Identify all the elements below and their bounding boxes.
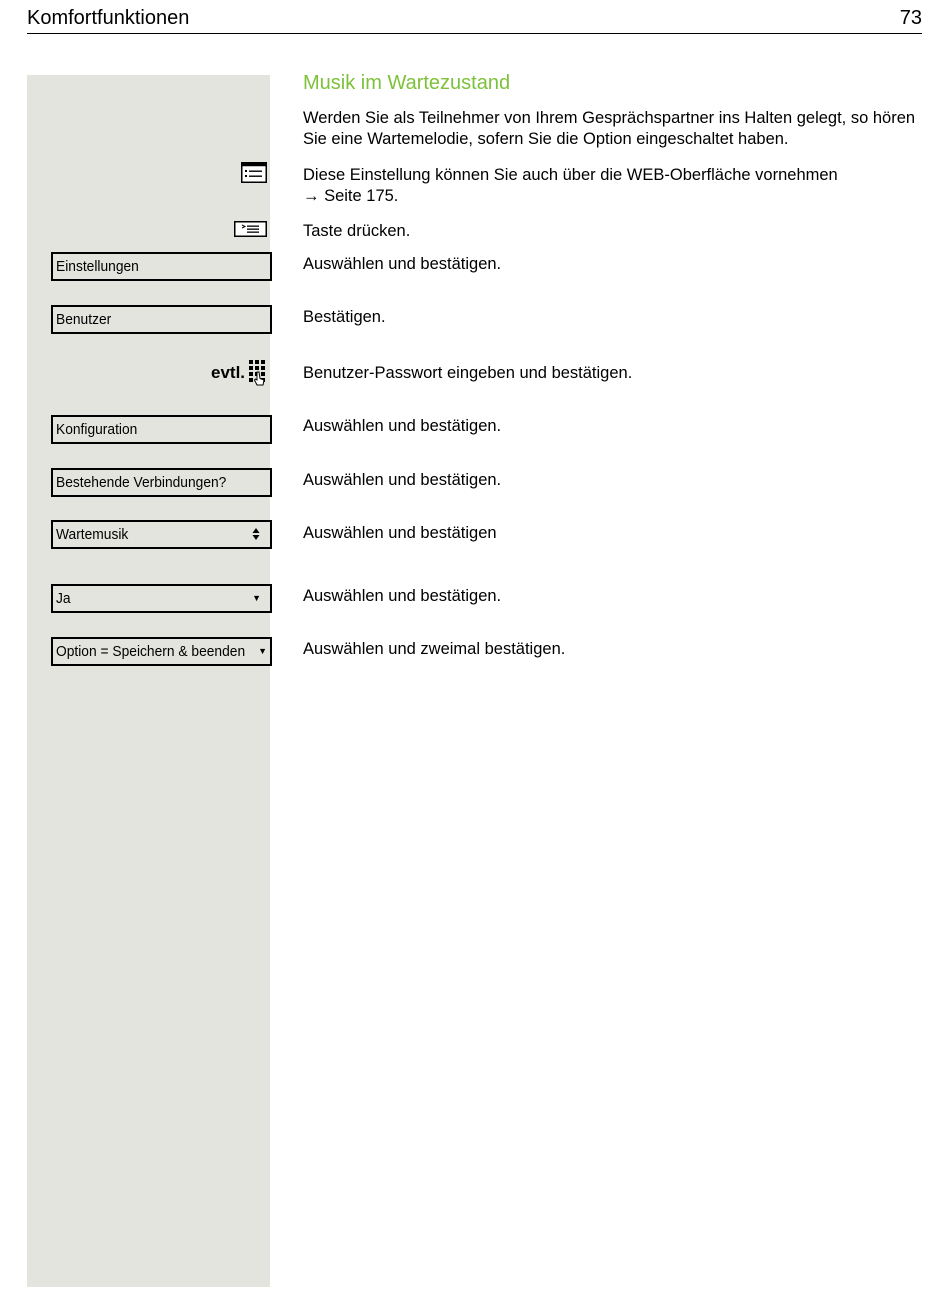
menu-benutzer[interactable] bbox=[51, 305, 272, 334]
step-verbindungen-text: Auswählen und bestätigen. bbox=[303, 471, 502, 489]
menu-bestehende-verbindungen[interactable] bbox=[51, 468, 272, 497]
web-note-link[interactable]: → Seite 175. bbox=[303, 187, 399, 205]
step-benutzer-text: Bestätigen. bbox=[303, 308, 386, 326]
menu-einstellungen[interactable] bbox=[51, 252, 272, 281]
menu-label: Einstellungen bbox=[56, 258, 139, 275]
menu-ja[interactable] bbox=[51, 584, 272, 613]
evtl-label: evtl. bbox=[211, 363, 246, 382]
page-number: 73 bbox=[899, 7, 922, 29]
step-password-text: Benutzer-Passwort eingeben und bestätigen. bbox=[303, 364, 633, 382]
step-einstellungen-text: Auswählen und bestätigen. bbox=[303, 255, 502, 273]
down-arrow-icon: ▼ bbox=[252, 593, 261, 603]
step-ja-text: Auswählen und bestätigen. bbox=[303, 587, 502, 605]
step-konfiguration-text: Auswählen und bestätigen. bbox=[303, 417, 502, 435]
down-arrow-icon: ▼ bbox=[258, 646, 267, 656]
menu-option-speichern-beenden[interactable] bbox=[51, 637, 272, 666]
menu-konfiguration[interactable] bbox=[51, 415, 272, 444]
page-header bbox=[27, 6, 922, 34]
intro-paragraph: Werden Sie als Teilnehmer von Ihrem Gesprächspartner ins Halten gelegt, so hören Sie eine Wartemelodie, sofern Sie die Option eingeschaltet haben. bbox=[303, 109, 916, 148]
web-note-line: Diese Einstellung können Sie auch über die WEB-Oberfläche vornehmen bbox=[303, 166, 838, 184]
web-page-icon bbox=[241, 162, 267, 183]
menu-wartemusik[interactable] bbox=[51, 520, 272, 549]
menu-key-icon bbox=[234, 221, 267, 237]
menu-label: Bestehende Verbindungen? bbox=[56, 474, 227, 491]
section-title: Musik im Wartezustand bbox=[303, 72, 511, 94]
step-wartemusik-text: Auswählen und bestätigen bbox=[303, 524, 497, 542]
step-option-text: Auswählen und zweimal bestätigen. bbox=[303, 640, 566, 658]
menu-label: Wartemusik bbox=[56, 526, 129, 543]
step-press-key: Taste drücken. bbox=[303, 222, 411, 240]
web-note bbox=[303, 165, 918, 207]
chapter-title: Komfortfunktionen bbox=[27, 7, 190, 29]
up-down-arrow-icon bbox=[252, 527, 260, 541]
menu-label: Konfiguration bbox=[56, 421, 138, 438]
menu-label: Option = Speichern & beenden bbox=[56, 643, 246, 660]
keypad-icon bbox=[248, 359, 268, 387]
menu-label: Benutzer bbox=[56, 311, 112, 328]
menu-label: Ja bbox=[56, 590, 71, 607]
